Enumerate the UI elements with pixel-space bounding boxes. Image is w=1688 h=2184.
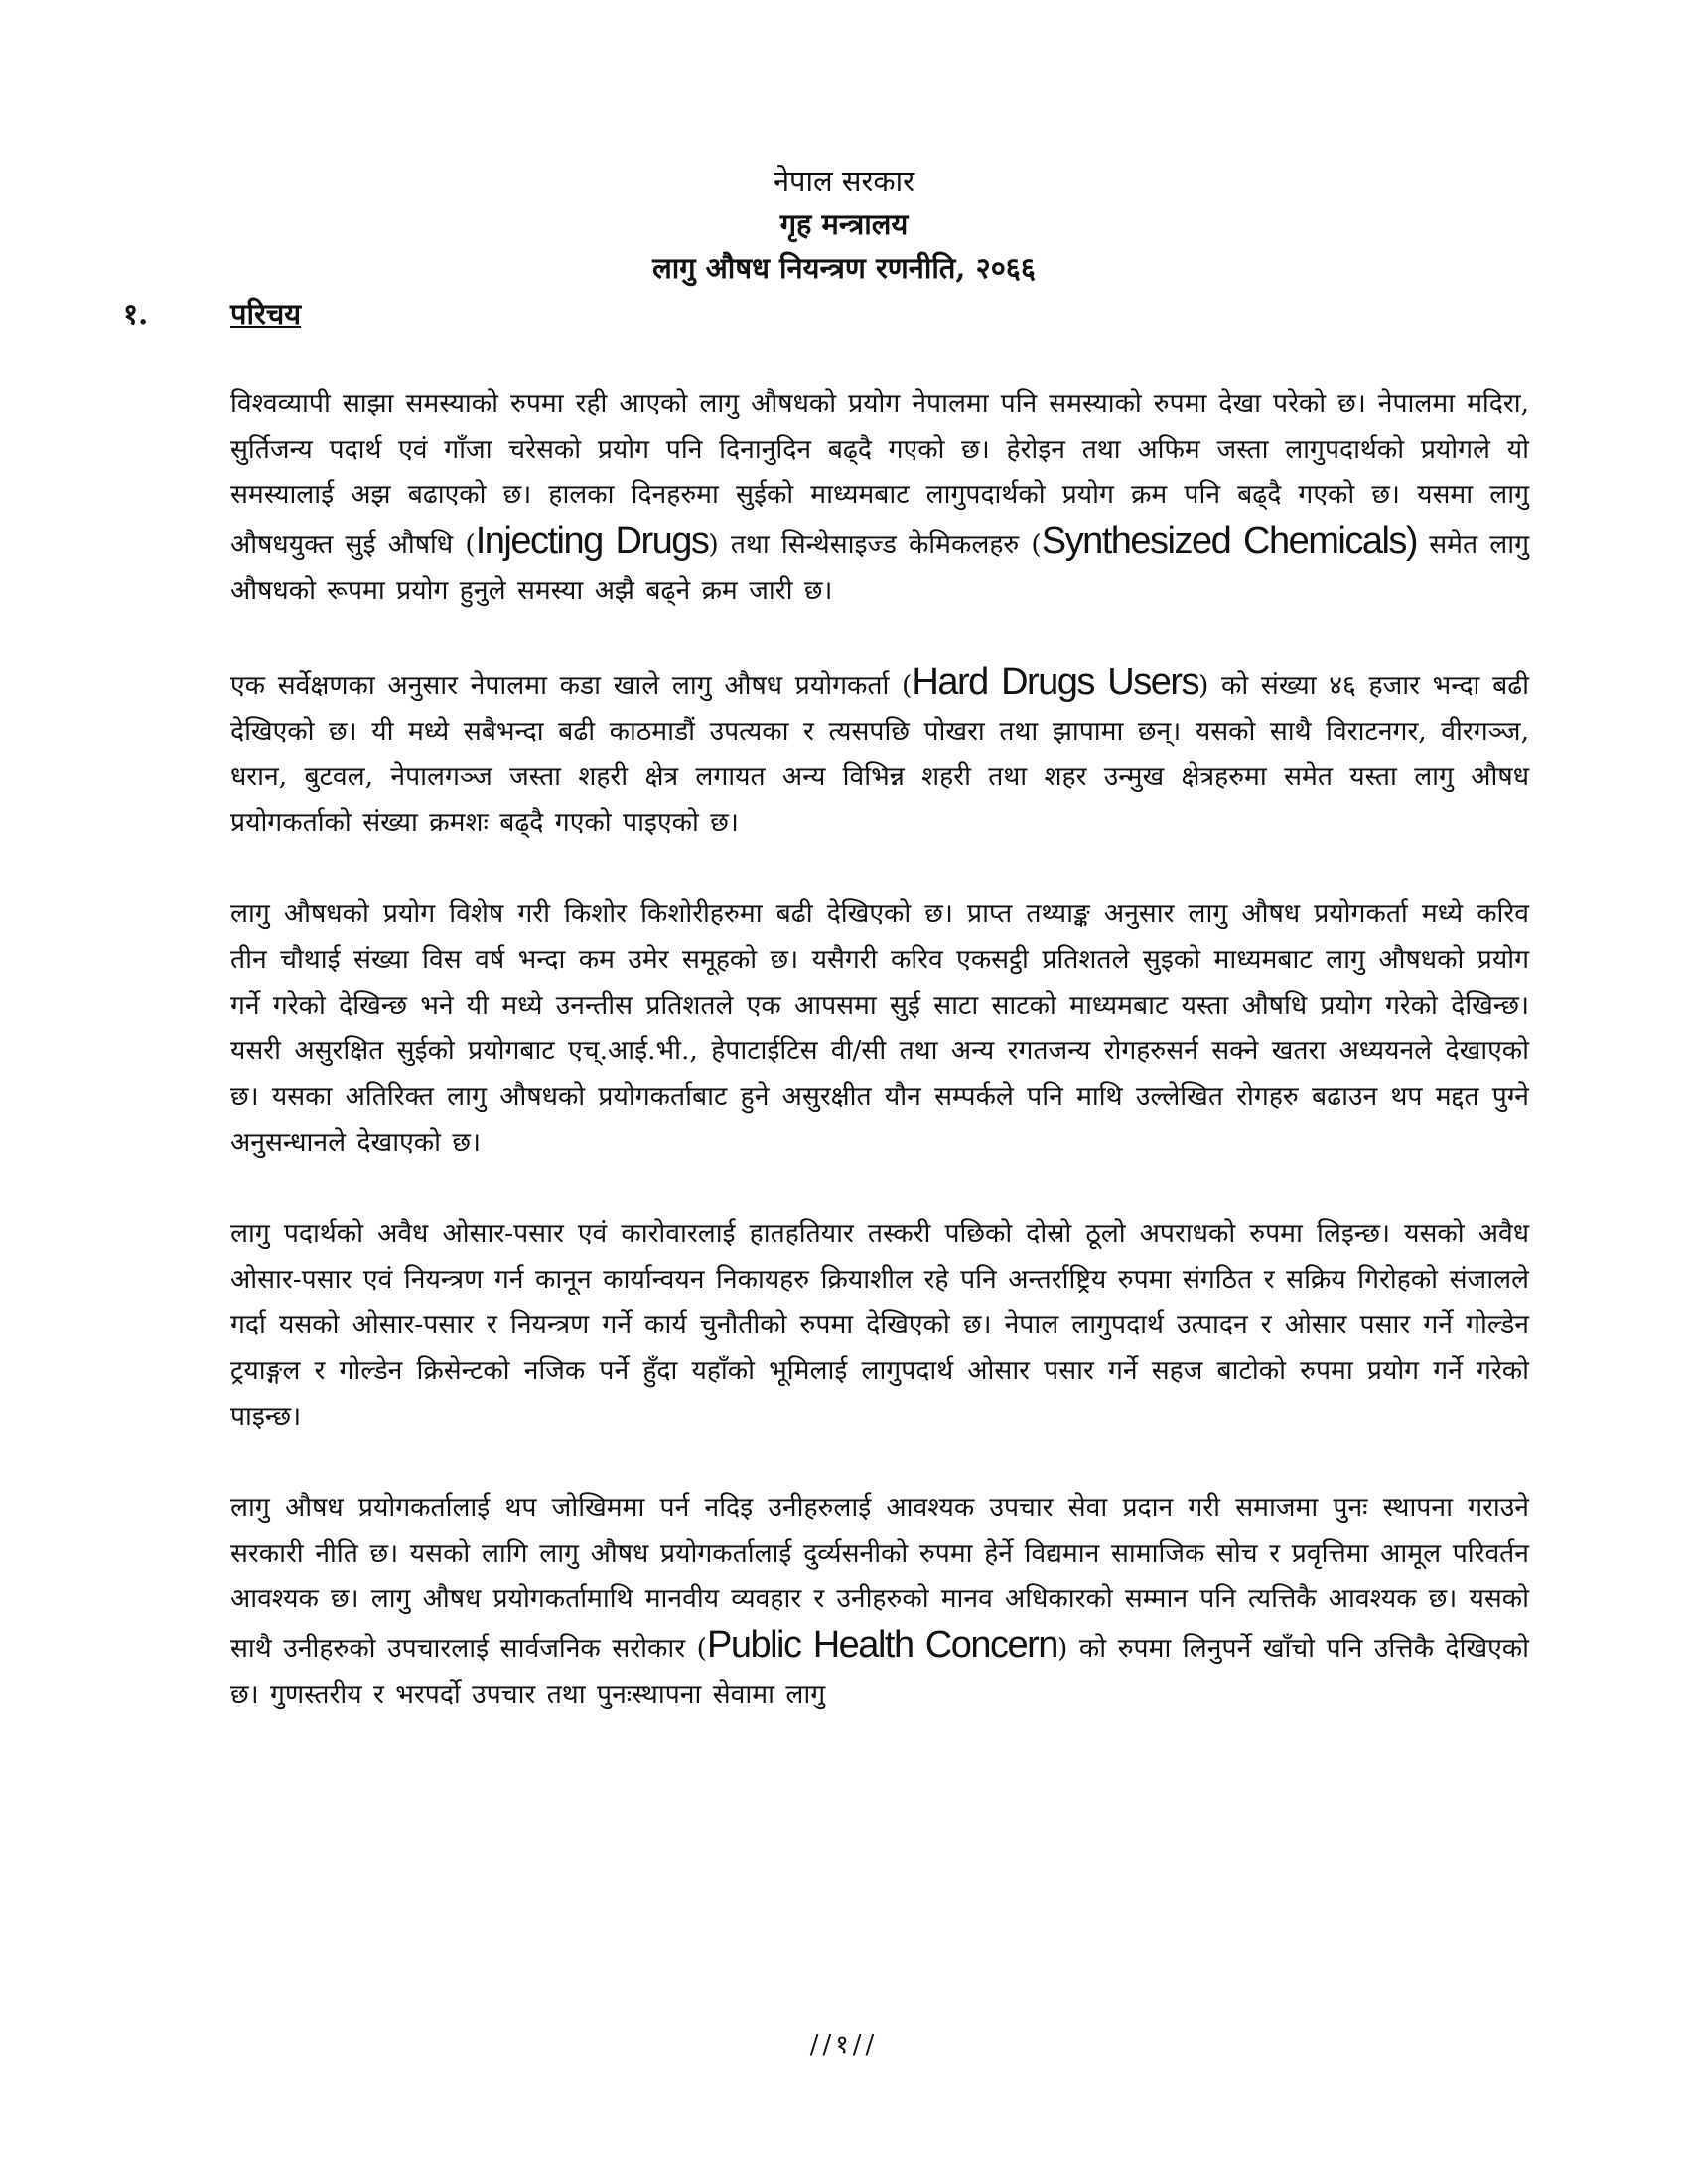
english-term: Hard Drugs Users [912, 661, 1198, 703]
paragraph-text: ) को संख्या ४६ हजार भन्दा बढी देखिएको छ। यी मध्ये सबैभन्दा बढी काठमाडौं उपत्यका र त्यसपछि पोखरा तथा झापामा छन्। यसको साथै विराटनगर, वीरगञ्ज, धरान, बुटवल, नेपालगञ्ज जस्ता शहरी क्षेत्र लगायत अन्य विभिन्न शहरी तथा शहर उन्मुख क्षेत्रहरुमा समेत यस्ता लागु औषध प्रयोगकर्ताको संख्या क्रमशः बढ्दै गएको पाइएको छ। [230, 670, 1529, 838]
document-title: लागु औषध नियन्त्रण रणनीति, २०६६ [652, 251, 1036, 285]
document-body [230, 381, 1529, 1763]
section-number: १. [123, 297, 149, 331]
paragraph-text: समेत लागु औषधको रूपमा प्रयोग हुनुले समस्या अझै बढ्ने क्रम जारी छ। [230, 529, 1529, 606]
paragraph-text: एक सर्वेक्षणका अनुसार नेपालमा कडा खाले लागु औषध प्रयोगकर्ता ( [230, 670, 913, 701]
paragraph-5 [230, 1485, 1529, 1717]
paragraph-text: ) को रुपमा लिनुपर्ने खाँचो पनि उत्तिकै देखिएको छ। गुणस्तरीय र भरपर्दो उपचार तथा पुनःस्थापना सेवामा लागु [230, 1633, 1530, 1709]
english-term: Synthesized Chemicals) [1041, 520, 1418, 562]
paragraph-1 [230, 381, 1529, 614]
paragraph-4: लागु पदार्थको अवैध ओसार-पसार एवं कारोवारलाई हातहतियार तस्करी पछिको दोस्रो ठूलो अपराधको रुपमा लिइन्छ। यसको अवैध ओसार-पसार एवं नियन्त्रण गर्न कानून कार्यान्वयन निकायहरु क्रियाशील रहे पनि अन्तर्राष्ट्रिय रुपमा संगठित र सक्रिय गिरोहको संजालले गर्दा यसको ओसार-पसार र नियन्त्रण गर्ने कार्य चुनौतीको रुपमा देखिएको छ। नेपाल लागुपदार्थ उत्पादन र ओसार पसार गर्ने गोल्डेन ट्रयाङ्गल र गोल्डेन क्रिसेन्टको नजिक पर्ने हुँदा यहाँको भूमिलाई लागुपदार्थ ओसार पसार गर्ने सहज बाटोको रुपमा प्रयोग गर्ने गरेको पाइन्छ। [230, 1218, 1529, 1432]
document-header [0, 159, 1688, 290]
page-number: //१// [809, 2030, 879, 2060]
paragraph-2 [230, 659, 1529, 846]
english-term: Injecting Drugs [475, 520, 709, 562]
paragraph-3: लागु औषधको प्रयोग विशेष गरी किशोर किशोरीहरुमा बढी देखिएको छ। प्राप्त तथ्याङ्क अनुसार लागु औषध प्रयोगकर्ता मध्ये करिव तीन चौथाई संख्या विस वर्ष भन्दा कम उमेर समूहको छ। यसैगरी करिव एकसट्ठी प्रतिशतले सुइको माध्यमबाट लागु औषधको प्रयोग गर्ने गरेको देखिन्छ भने यी मध्ये उनन्तीस प्रतिशतले एक आपसमा सुई साटा साटको माध्यमबाट यस्ता औषधि प्रयोग गरेको देखिन्छ। यसरी असुरक्षित सुईको प्रयोगबाट एच्.आई.भी., हेपाटाईटिस वी/सी तथा अन्य रगतजन्य रोगहरुसर्न सक्ने खतरा अध्ययनले देखाएको छ। यसका अतिरिक्त लागु औषधको प्रयोगकर्ताबाट हुने असुरक्षीत यौन सम्पर्कले पनि माथि उल्लेखित रोगहरु बढाउन थप मद्दत पुग्ने अनुसन्धानले देखाएको छ। [230, 898, 1529, 1158]
paragraph-text: ) तथा सिन्थेसाइज्ड केमिकलहरु ( [708, 529, 1042, 560]
ministry-name: गृह मन्त्रालय [779, 207, 909, 241]
english-term: Public Health Concern [707, 1624, 1057, 1666]
section-title: परिचय [230, 297, 302, 331]
paragraph-text: लागु औषध प्रयोगकर्तालाई थप जोखिममा पर्न नदिइ उनीहरुलाई आवश्यक उपचार सेवा प्रदान गरी समाजमा पुनः स्थापना गराउने सरकारी नीति छ। यसको लागि लागु औषध प्रयोगकर्तालाई दुर्व्यसनीको रुपमा हेर्ने विद्यमान सामाजिक सोच र प्रवृत्तिमा आमूल परिवर्तन आवश्यक छ। लागु औषध प्रयोगकर्तामाथि मानवीय व्यवहार र उनीहरुको मानव अधिकारको सम्मान पनि त्यत्तिकै आवश्यक छ। यसको साथै उनीहरुको उपचारलाई सार्वजनिक सरोकार ( [230, 1492, 1529, 1664]
government-name: नेपाल सरकार [773, 164, 915, 198]
paragraph-text: विश्वव्यापी साझा समस्याको रुपमा रही आएको लागु औषधको प्रयोग नेपालमा पनि समस्याको रुपमा देखा परेको छ। नेपालमा मदिरा, सुर्तिजन्य पदार्थ एवं गाँजा चरेसको प्रयोग पनि दिनानुदिन बढ्दै गएको छ। हेरोइन तथा अफिम जस्ता लागुपदार्थको प्रयोगले यो समस्यालाई अझ बढाएको छ। हालका दिनहरुमा सुईको माध्यमबाट लागुपदार्थको प्रयोग क्रम पनि बढ्दै गएको छ। यसमा लागु औषधयुक्त सुई औषधि ( [230, 388, 1529, 560]
